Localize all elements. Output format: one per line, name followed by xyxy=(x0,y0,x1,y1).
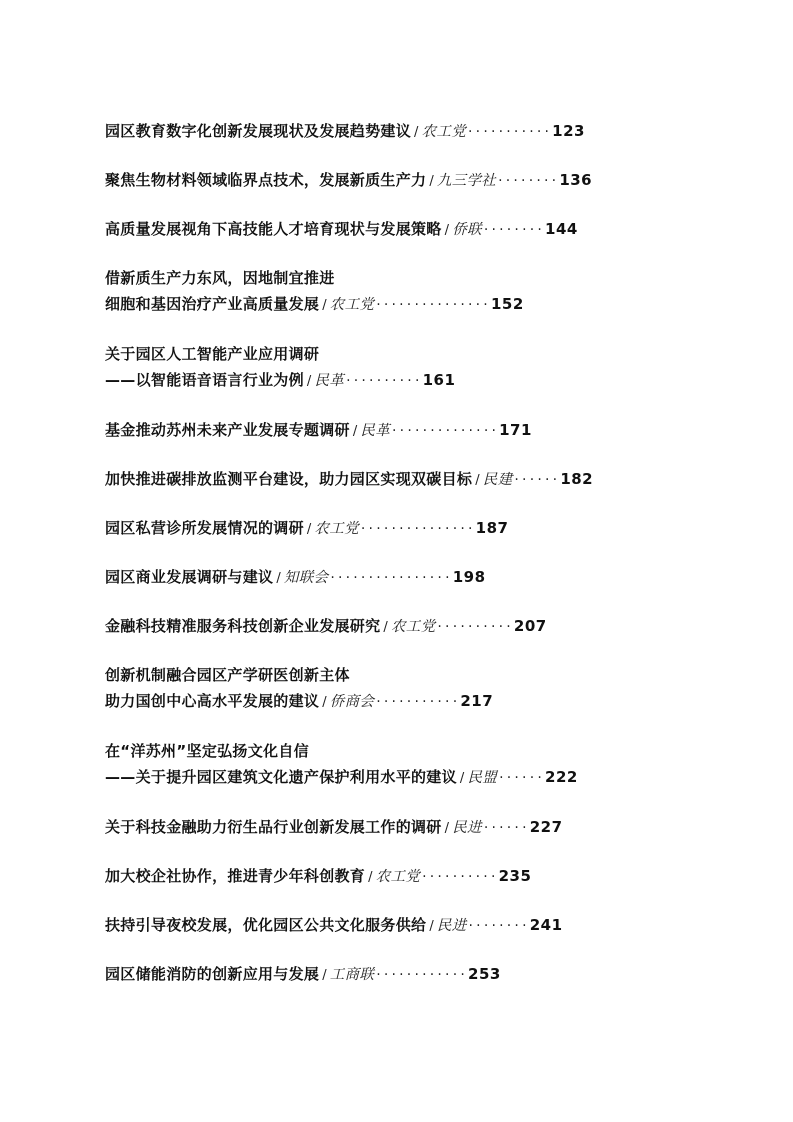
toc-entry-title: 基金推动苏州未来产业发展专题调研 xyxy=(105,421,350,440)
toc-entry-title: 园区私营诊所发展情况的调研 xyxy=(105,519,304,538)
toc-entry-org: 民革 xyxy=(314,373,345,390)
toc-entry-line xyxy=(105,369,688,393)
toc-page-number[interactable]: 144 xyxy=(545,220,578,239)
toc-entry[interactable] xyxy=(105,740,688,790)
toc-dot-leader: ······ xyxy=(514,472,561,489)
toc-entry[interactable] xyxy=(105,517,688,541)
toc-entry-title: 园区教育数字化创新发展现状及发展趋势建议 xyxy=(105,122,412,140)
toc-page-number[interactable]: 227 xyxy=(529,818,563,837)
toc-entry-line xyxy=(105,740,688,764)
toc-entry[interactable] xyxy=(105,419,688,443)
toc-dot-leader: ······ xyxy=(499,770,546,787)
toc-entry[interactable] xyxy=(105,468,688,492)
toc-entry-line xyxy=(105,218,688,242)
toc-entry[interactable] xyxy=(105,343,688,393)
toc-entry-org: 农工党 xyxy=(314,521,359,538)
toc-entry-org: 农工党 xyxy=(421,124,467,140)
toc-dot-leader: ·············· xyxy=(392,423,500,440)
toc-entry[interactable] xyxy=(105,865,688,889)
toc-entry-title: 关于科技金融助力衍生品行业创新发展工作的调研 xyxy=(105,818,442,837)
toc-entry-line xyxy=(105,664,688,688)
toc-page-number[interactable]: 161 xyxy=(422,371,456,390)
toc-page-number[interactable]: 171 xyxy=(499,421,532,440)
toc-entry-org: 民盟 xyxy=(467,770,498,787)
toc-entry-line xyxy=(105,517,688,541)
toc-entry-line xyxy=(105,267,688,291)
toc-separator: / xyxy=(306,522,312,538)
toc-entry[interactable] xyxy=(105,169,688,193)
toc-separator: / xyxy=(322,695,327,711)
toc-page-number[interactable]: 217 xyxy=(460,692,494,711)
toc-entry-title: ——关于提升园区建筑文化遗产保护利用水平的建议 xyxy=(105,768,457,787)
toc-entry[interactable] xyxy=(105,914,688,938)
toc-page-number[interactable]: 222 xyxy=(545,768,578,787)
toc-entry-line xyxy=(105,865,688,889)
toc-entry-line xyxy=(105,766,688,790)
toc-entry-line xyxy=(105,615,688,639)
toc-separator: / xyxy=(429,919,434,935)
toc-entry-org: 九三学社 xyxy=(436,173,497,190)
toc-page-number[interactable]: 241 xyxy=(529,916,563,935)
toc-separator: / xyxy=(475,473,480,489)
toc-entry[interactable] xyxy=(105,615,688,639)
toc-entry[interactable] xyxy=(105,566,688,590)
toc-separator: / xyxy=(322,968,327,984)
toc-dot-leader: ·········· xyxy=(346,373,423,390)
toc-entry-line xyxy=(105,566,688,590)
toc-page-number[interactable]: 198 xyxy=(452,568,486,587)
toc-entry-title: 园区商业发展调研与建议 xyxy=(105,568,274,587)
toc-entry-org: 民革 xyxy=(360,423,391,440)
toc-separator: / xyxy=(444,821,450,837)
toc-entry[interactable] xyxy=(105,963,688,987)
toc-dot-leader: ········ xyxy=(468,918,530,935)
toc-dot-leader: ········ xyxy=(498,173,560,190)
toc-entry-title: 园区储能消防的创新应用与发展 xyxy=(105,965,320,984)
toc-entry-line xyxy=(105,914,688,938)
toc-entry-title: 加大校企社协作，推进青少年科创教育 xyxy=(105,867,366,886)
toc-entry-line xyxy=(105,169,688,193)
toc-dot-leader: ·········· xyxy=(437,619,514,636)
toc-entry-org: 侨联 xyxy=(452,222,482,239)
toc-entry-org: 民进 xyxy=(452,820,482,837)
toc-separator: / xyxy=(368,870,373,886)
toc-entry-title: 在“洋苏州”坚定弘扬文化自信 xyxy=(105,742,309,761)
toc-separator: / xyxy=(306,374,312,390)
toc-dot-leader: ··········· xyxy=(376,694,461,711)
toc-dot-leader: ············ xyxy=(376,967,469,984)
toc-page-number[interactable]: 235 xyxy=(498,867,532,886)
toc-dot-leader: ··········· xyxy=(468,124,553,140)
toc-page-number[interactable]: 182 xyxy=(560,470,594,489)
toc-entry[interactable] xyxy=(105,816,688,840)
toc-entry-org: 农工党 xyxy=(329,297,375,314)
toc-entry[interactable] xyxy=(105,664,688,714)
toc-entry[interactable] xyxy=(105,267,688,317)
toc-entry-line xyxy=(105,690,688,714)
toc-page-number[interactable]: 207 xyxy=(513,617,547,636)
toc-dot-leader: ········ xyxy=(483,222,546,239)
toc-entry-line xyxy=(105,468,688,492)
toc-entry-title: ——以智能语音语言行业为例 xyxy=(105,371,304,390)
toc-entry-org: 工商联 xyxy=(329,967,375,984)
toc-entry-org: 侨商会 xyxy=(329,694,375,711)
toc-dot-leader: ·········· xyxy=(422,869,499,886)
toc-entry-title: 借新质生产力东风，因地制宜推进 xyxy=(105,269,335,288)
toc-separator: / xyxy=(276,571,281,587)
toc-entry-line xyxy=(105,120,688,144)
toc-entry-title: 细胞和基因治疗产业高质量发展 xyxy=(105,295,320,314)
toc-page-number[interactable]: 152 xyxy=(490,295,524,314)
toc-entry-org: 民进 xyxy=(436,918,467,935)
toc-separator: / xyxy=(429,174,434,190)
toc-entry-line xyxy=(105,419,688,443)
toc-entry-org: 知联会 xyxy=(283,570,329,587)
toc-separator: / xyxy=(322,298,327,314)
toc-page-number[interactable]: 253 xyxy=(468,965,501,984)
toc-page-number[interactable]: 136 xyxy=(559,171,593,190)
toc-dot-leader: ··············· xyxy=(376,297,491,314)
toc-entry-title: 关于园区人工智能产业应用调研 xyxy=(105,345,320,364)
toc-entry-title: 金融科技精准服务科技创新企业发展研究 xyxy=(105,617,381,636)
toc-dot-leader: ······ xyxy=(483,820,530,837)
toc-entry-title: 创新机制融合园区产学研医创新主体 xyxy=(105,666,350,685)
toc-entry-line xyxy=(105,816,688,840)
toc-entry-title: 聚焦生物材料领域临界点技术，发展新质生产力 xyxy=(105,171,427,190)
toc-entry-list xyxy=(105,120,688,987)
toc-entry-org: 民建 xyxy=(482,472,513,489)
toc-entry-title: 加快推进碳排放监测平台建设，助力园区实现双碳目标 xyxy=(105,470,473,489)
toc-entry-org: 农工党 xyxy=(375,869,421,886)
toc-separator: / xyxy=(352,424,358,440)
toc-entry-title: 扶持引导夜校发展，优化园区公共文化服务供给 xyxy=(105,916,427,935)
toc-entry[interactable] xyxy=(105,120,688,144)
toc-dot-leader: ··············· xyxy=(360,521,476,538)
toc-entry-line xyxy=(105,963,688,987)
toc-separator: / xyxy=(383,620,388,636)
toc-dot-leader: ················ xyxy=(330,570,453,587)
toc-entry-title: 助力国创中心高水平发展的建议 xyxy=(105,692,320,711)
toc-entry-org: 农工党 xyxy=(391,619,436,636)
toc-separator: / xyxy=(444,223,450,239)
toc-entry-title: 高质量发展视角下高技能人才培育现状与发展策略 xyxy=(105,220,442,239)
toc-page-number[interactable]: 187 xyxy=(475,519,509,538)
toc-entry-line xyxy=(105,293,688,317)
toc-separator: / xyxy=(459,771,465,787)
toc-page-number[interactable]: 123 xyxy=(552,122,585,140)
toc-entry-line xyxy=(105,343,688,367)
toc-entry[interactable] xyxy=(105,218,688,242)
toc-separator: / xyxy=(414,125,419,140)
